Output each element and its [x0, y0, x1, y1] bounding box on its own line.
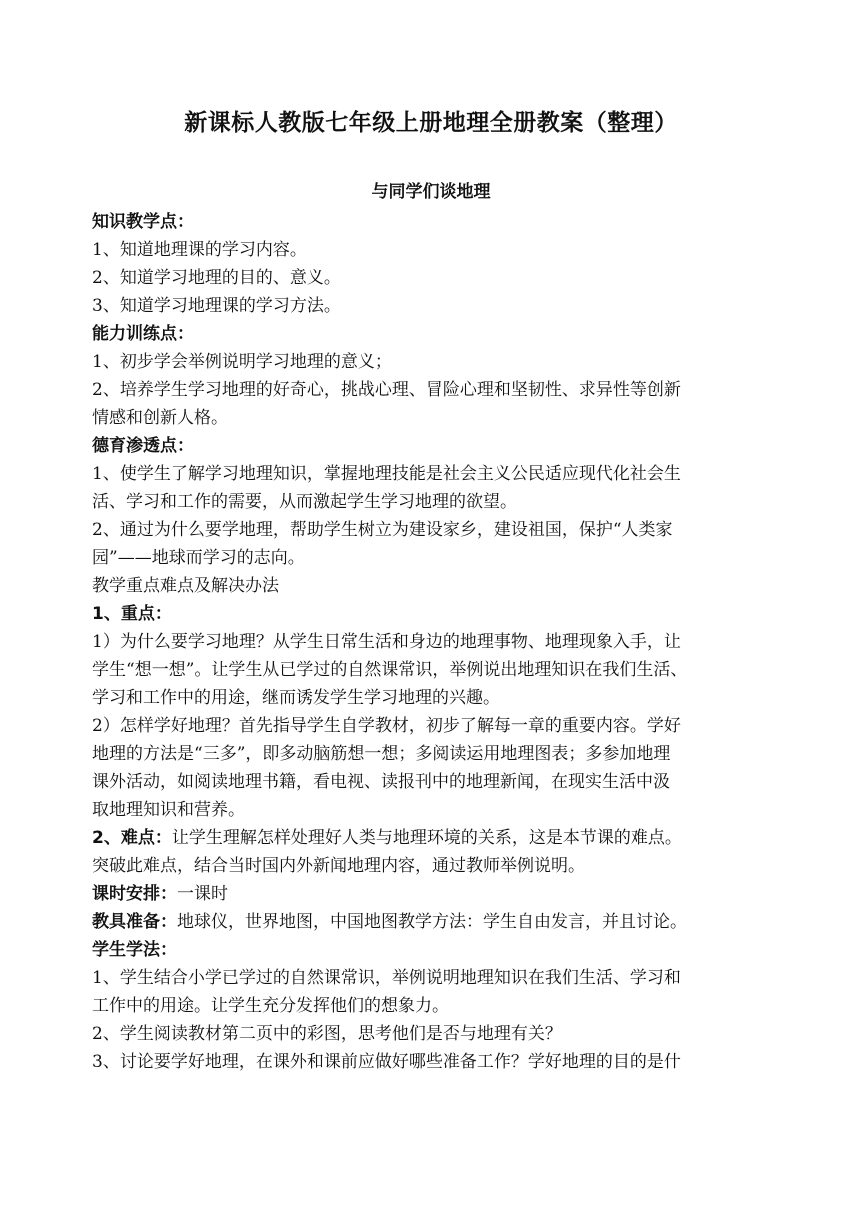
- difficulty-paragraph: [92, 824, 770, 852]
- difficulty-continuation: 突破此难点，结合当时国内外新闻地理内容，通过教师举例说明。: [92, 856, 585, 876]
- focus-item: 2）怎样学好地理？首先指导学生自学教材，初步了解每一章的重要内容。学好: [92, 716, 681, 736]
- schedule-line: [92, 880, 770, 908]
- knowledge-item: 2、知道学习地理的目的、意义。: [92, 268, 341, 288]
- moral-heading: 德育渗透点：: [92, 436, 194, 456]
- knowledge-item: 3、知道学习地理课的学习方法。: [92, 296, 341, 316]
- moral-item: 1、使学生了解学习地理知识，掌握地理技能是社会主义公民适应现代化社会生: [92, 464, 681, 484]
- tools-line: [92, 908, 770, 936]
- study-item: 工作中的用途。让学生充分发挥他们的想象力。: [92, 996, 449, 1016]
- study-item: 3、讨论要学好地理，在课外和课前应做好哪些准备工作？学好地理的目的是什: [92, 1052, 681, 1072]
- tools-label: 教具准备：: [92, 912, 177, 932]
- ability-item: 情感和创新人格。: [92, 408, 228, 428]
- schedule-text: 一课时: [177, 884, 228, 904]
- ability-item: 2、培养学生学习地理的好奇心，挑战心理、冒险心理和坚韧性、求异性等创新: [92, 380, 681, 400]
- tools-text: 地球仪，世界地图，中国地图教学方法：学生自由发言，并且讨论。: [177, 912, 687, 932]
- ability-item: 1、初步学会举例说明学习地理的意义；: [92, 352, 392, 372]
- focus-heading: 1、重点：: [92, 604, 172, 624]
- lesson-title: 与同学们谈地理: [371, 182, 491, 202]
- difficulty-text: 让学生理解怎样处理好人类与地理环境的关系，这是本节课的难点。: [171, 828, 682, 848]
- knowledge-item: 1、知道地理课的学习内容。: [92, 240, 307, 260]
- focus-item: 课外活动，如阅读地理书籍，看电视、读报刊中的地理新闻，在现实生活中汲: [92, 772, 670, 792]
- moral-item: 园”——地球而学习的志向。: [92, 548, 305, 568]
- knowledge-heading: 知识教学点：: [92, 212, 194, 232]
- difficulty-label: 2、难点：: [92, 828, 172, 848]
- study-item: 1、学生结合小学已学过的自然课常识，举例说明地理知识在我们生活、学习和: [92, 968, 681, 988]
- moral-item: 活、学习和工作的需要，从而激起学生学习地理的欲望。: [92, 492, 517, 512]
- focus-item: 学习和工作中的用途，继而诱发学生学习地理的兴趣。: [92, 688, 500, 708]
- document-title: 新课标人教版七年级上册地理全册教案（整理）: [184, 110, 678, 136]
- focus-item: 取地理知识和营养。: [92, 800, 245, 820]
- focus-intro: 教学重点难点及解决办法: [92, 576, 279, 596]
- focus-item: 地理的方法是“三多”，即多动脑筋想一想；多阅读运用地理图表；多参加地理: [92, 744, 671, 764]
- focus-item: 学生“想一想”。让学生从已学过的自然课常识，举例说出地理知识在我们生活、: [92, 660, 688, 680]
- study-item: 2、学生阅读教材第二页中的彩图，思考他们是否与地理有关？: [92, 1024, 562, 1044]
- ability-heading: 能力训练点：: [92, 324, 194, 344]
- moral-item: 2、通过为什么要学地理，帮助学生树立为建设家乡，建设祖国，保护“人类家: [92, 520, 673, 540]
- study-heading: 学生学法：: [92, 940, 177, 960]
- schedule-label: 课时安排：: [92, 884, 177, 904]
- focus-item: 1）为什么要学习地理？从学生日常生活和身边的地理事物、地理现象入手，让: [92, 632, 681, 652]
